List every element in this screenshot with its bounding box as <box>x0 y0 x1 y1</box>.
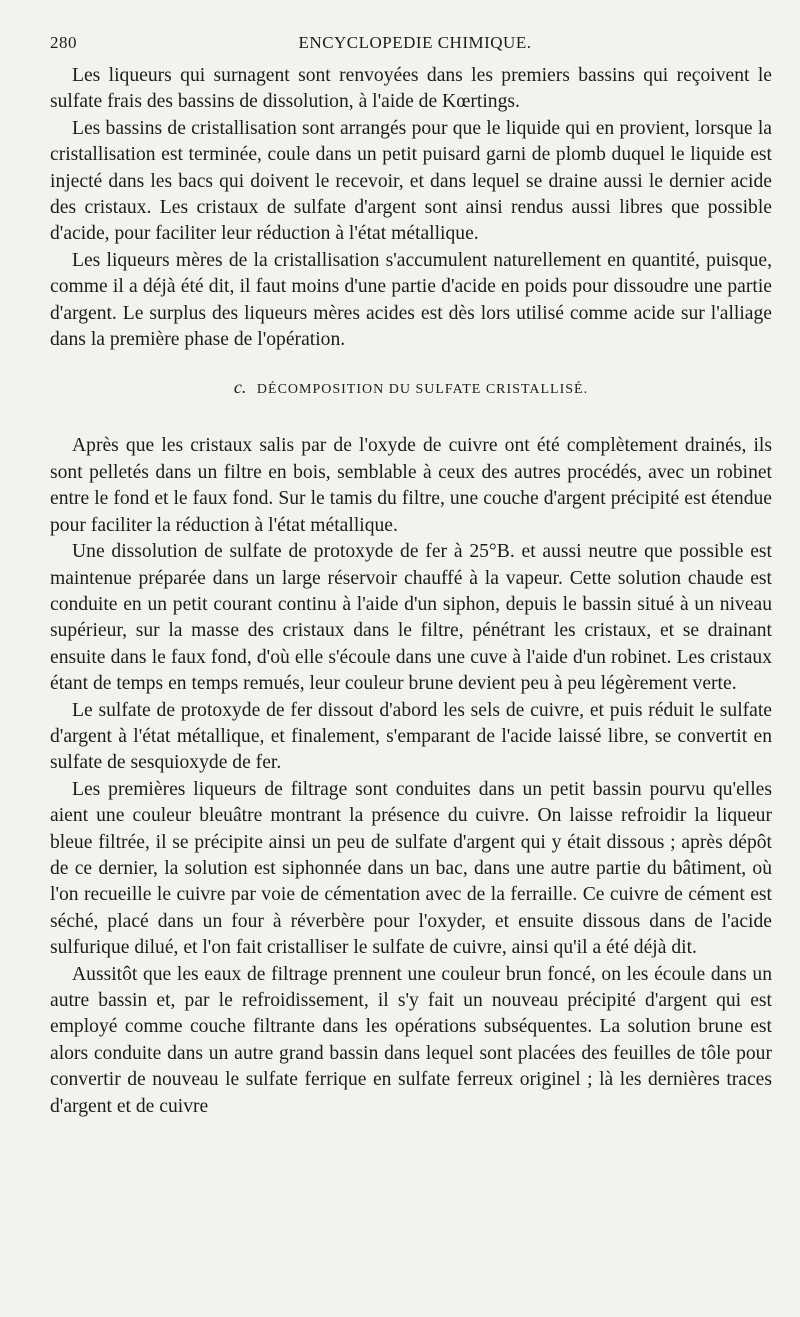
paragraph: Les liqueurs mères de la cristallisation s'accumulent naturellement en quantité, puisque, comme il a déjà été dit, il faut moins d'une partie d'acide en poids pour dissoudre une partie d'argent. Le surplus des liqueurs mères acides est dès lors utilisé comme acide sur l'alliage dans la première phase de l'opération. <box>50 249 772 351</box>
paragraph: Les bassins de cristallisation sont arrangés pour que le liquide qui en provient, lorsque la cristallisation est terminée, coule dans un petit puisard garni de plomb duquel le liquide est injecté dans les bacs qui doivent le recevoir, et dans lequel se draine aussi le dernier acide des cristaux. Les cristaux de sulfate d'argent sont ainsi rendus aussi libres que possible d'acide, pour faciliter leur réduction à l'état métallique. <box>50 117 772 245</box>
section-label: c. <box>233 377 247 398</box>
section-heading <box>50 377 772 400</box>
paragraph: Les premières liqueurs de filtrage sont conduites dans un petit bassin pourvu qu'elles aient une couleur bleuâtre montrant la présence du cuivre. On laisse refroidir la liqueur bleue filtrée, il se précipite ainsi un peu de sulfate d'argent qui y était dissous ; après dépôt de ce dernier, la solution est siphonnée dans un bac, dans une autre partie du bâtiment, où l'on recueille le cuivre par voie de cémentation avec de la ferraille. Ce cuivre de cément est séché, placé dans un four à réverbère pour l'oxyder, et ensuite dissous dans de l'acide sulfurique dilué, et l'on fait cristalliser le sulfate de cuivre, ainsi qu'il a été déjà dit. <box>50 778 772 959</box>
paragraph: Le sulfate de protoxyde de fer dissout d'abord les sels de cuivre, et puis réduit le sulfate d'argent à l'état métallique, et finalement, s'emparant de l'acide laissé libre, se convertit en sulfate de sesquioxyde de fer. <box>50 699 772 774</box>
paragraph: Une dissolution de sulfate de protoxyde de fer à 25°B. et aussi neutre que possible est maintenue préparée dans un large réservoir chauffé à la vapeur. Cette solution chaude est conduite en un petit courant continu à l'aide d'un siphon, depuis le bassin situé à un niveau supérieur, sur la masse des cristaux dans le filtre, pénétrant les cristaux, et se drainant ensuite dans le faux fond, d'où elle s'écoule dans une cuve à l'aide d'un robinet. Les cristaux étant de temps en temps remués, leur couleur brune devient peu à peu légèrement verte. <box>50 541 772 695</box>
section-title: DÉCOMPOSITION DU SULFATE CRISTALLISÉ. <box>256 382 589 398</box>
running-title: ENCYCLOPEDIE CHIMIQUE. <box>298 33 532 52</box>
body-text <box>50 63 772 1120</box>
paragraph: Aussitôt que les eaux de filtrage prennent une couleur brun foncé, on les écoule dans un autre bassin et, par le refroidissement, il s'y fait un nouveau précipité d'argent qui est employé comme couche filtrante dans les opérations subséquentes. La solution brune est alors conduite dans un autre grand bassin dans lequel sont placées des feuilles de tôle pour convertir de nouveau le sulfate ferrique en sulfate ferreux originel ; là les dernières traces d'argent et de cuivre <box>50 963 772 1117</box>
page-number: 280 <box>50 33 77 52</box>
page-header <box>50 33 780 57</box>
paragraph: Les liqueurs qui surnagent sont renvoyées dans les premiers bassins qui reçoivent le sulfate frais des bassins de dissolution, à l'aide de Kœrtings. <box>50 65 772 113</box>
paragraph: Après que les cristaux salis par de l'oxyde de cuivre ont été complètement drainés, ils sont pelletés dans un filtre en bois, semblable à ceux des autres procédés, avec un robinet entre le fond et le faux fond. Sur le tamis du filtre, une couche d'argent précipité est étendue pour faciliter la réduction à l'état métallique. <box>50 435 772 536</box>
